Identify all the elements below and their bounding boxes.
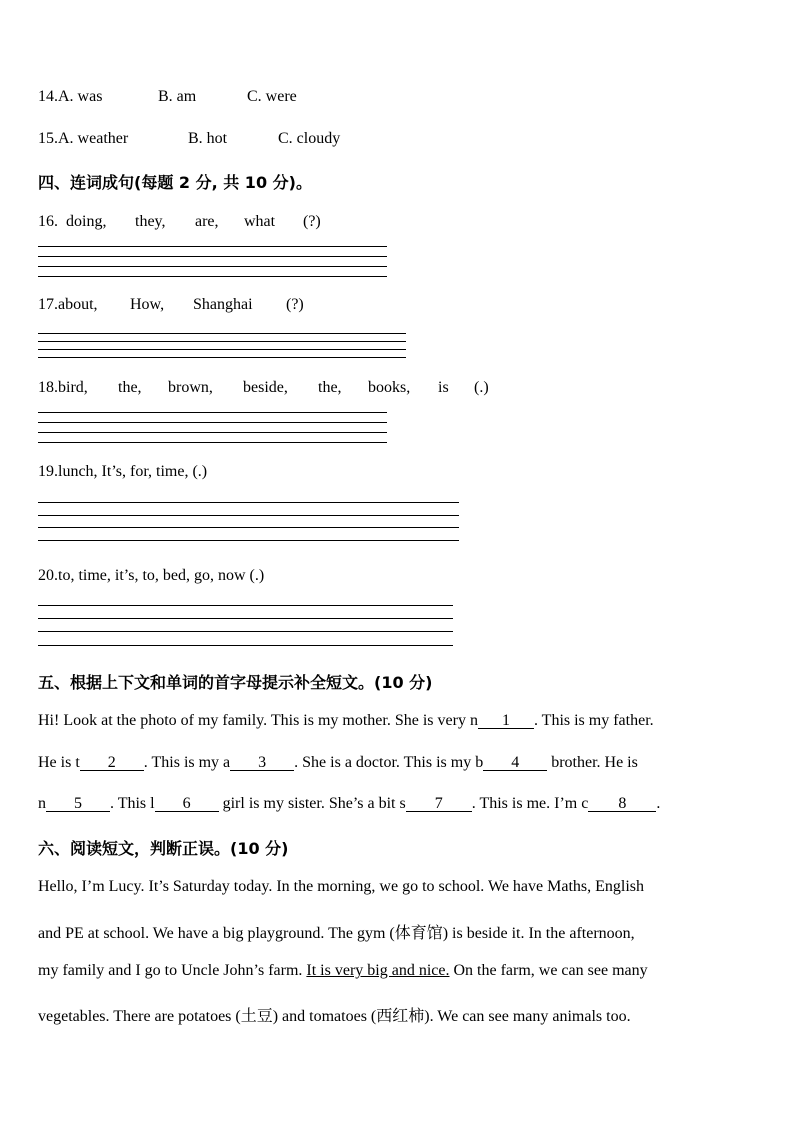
cloze-line-3 [38,795,660,813]
passage-line-1: Hello, I’m Lucy. It’s Saturday today. In the morning, we go to school. We have Maths, English [38,878,645,895]
cloze-text: brother. He is [547,754,638,771]
cloze-text: n [38,795,46,812]
cloze-text: . She is a doctor. This is my b [294,754,484,771]
word: (?) [286,296,304,313]
cloze-text: girl is my sister. She’s a bit s [218,795,406,812]
question-15 [38,130,341,148]
option-c: C. were [247,88,297,105]
passage-text: my family and I go to Uncle John’s farm. [38,962,307,979]
question-18 [38,379,489,397]
option-b: B. am [158,88,197,105]
option-c: C. cloudy [278,130,341,147]
word: (?) [303,213,321,230]
cloze-blank-2[interactable]: 2 [80,755,144,771]
underlined-sentence: It is very big and nice. [306,962,450,979]
section-5-title: 五、根据上下文和单词的首字母提示补全短文。(10 分) [38,673,433,692]
option-a: A. was [58,88,103,105]
answer-line[interactable] [38,540,459,541]
answer-line[interactable] [38,276,387,277]
answer-line[interactable] [38,246,387,247]
word: are, [195,213,219,230]
question-number: 20. [38,567,58,584]
answer-line[interactable] [38,502,459,503]
question-number: 19. [38,463,58,480]
answer-line[interactable] [38,333,406,334]
answer-line[interactable] [38,442,387,443]
cloze-text: . This is my a [143,754,231,771]
passage-line-2: and PE at school. We have a big playground. The gym (体育馆) is beside it. In the afternoon, [38,925,635,942]
question-number: 18. [38,379,58,396]
word: what [244,213,276,230]
question-16 [38,213,321,231]
passage-line-3 [38,962,648,980]
word: bird, [58,379,88,396]
option-b: B. hot [188,130,228,147]
question-words: to, time, it’s, to, bed, go, now (.) [58,567,265,584]
answer-line[interactable] [38,256,387,257]
answer-line[interactable] [38,645,453,646]
question-number: 17. [38,296,58,313]
answer-line[interactable] [38,618,453,619]
cloze-text: Hi! Look at the photo of my family. This is my mother. She is very n [38,712,478,729]
question-words: lunch, It’s, for, time, (.) [58,463,208,480]
cloze-line-1 [38,712,654,730]
word: they, [135,213,166,230]
cloze-line-2 [38,754,638,772]
cloze-blank-8[interactable]: 8 [588,796,656,812]
answer-line[interactable] [38,432,387,433]
answer-line[interactable] [38,412,387,413]
passage-line-4: vegetables. There are potatoes (土豆) and tomatoes (西红柿). We can see many animals too. [38,1008,631,1025]
word: books, [368,379,411,396]
answer-line[interactable] [38,631,453,632]
word: How, [130,296,165,313]
cloze-text: . This is me. I’m c [471,795,589,812]
answer-line[interactable] [38,266,387,267]
question-number: 15. [38,130,58,147]
cloze-text: . This is my father. [533,712,654,729]
section-6-title: 六、阅读短文，判断正误。(10 分) [38,839,289,858]
option-a: A. weather [58,130,129,147]
cloze-blank-5[interactable]: 5 [46,796,110,812]
cloze-blank-7[interactable]: 7 [406,796,472,812]
cloze-text: . [656,795,661,812]
question-number: 14. [38,88,58,105]
word: the, [318,379,342,396]
word: brown, [168,379,213,396]
cloze-blank-3[interactable]: 3 [230,755,294,771]
question-20 [38,567,264,585]
cloze-text: He is t [38,754,80,771]
question-17 [38,296,304,314]
word: Shanghai [193,296,253,313]
question-14 [38,88,297,106]
cloze-text: . This l [110,795,155,812]
answer-line[interactable] [38,357,406,358]
cloze-blank-4[interactable]: 4 [483,755,547,771]
question-number: 16. [38,213,58,230]
answer-line[interactable] [38,527,459,528]
question-19 [38,463,207,481]
word: beside, [243,379,288,396]
answer-line[interactable] [38,605,453,606]
section-4-title: 四、连词成句(每题 2 分, 共 10 分)。 [38,173,312,192]
word: is [438,379,449,396]
word: about, [58,296,98,313]
word: the, [118,379,142,396]
cloze-blank-6[interactable]: 6 [155,796,219,812]
word: (.) [474,379,489,396]
answer-line[interactable] [38,422,387,423]
cloze-blank-1[interactable]: 1 [478,713,534,729]
word: doing, [66,213,107,230]
answer-line[interactable] [38,515,459,516]
answer-line[interactable] [38,349,406,350]
answer-line[interactable] [38,341,406,342]
passage-text: On the farm, we can see many [449,962,648,979]
